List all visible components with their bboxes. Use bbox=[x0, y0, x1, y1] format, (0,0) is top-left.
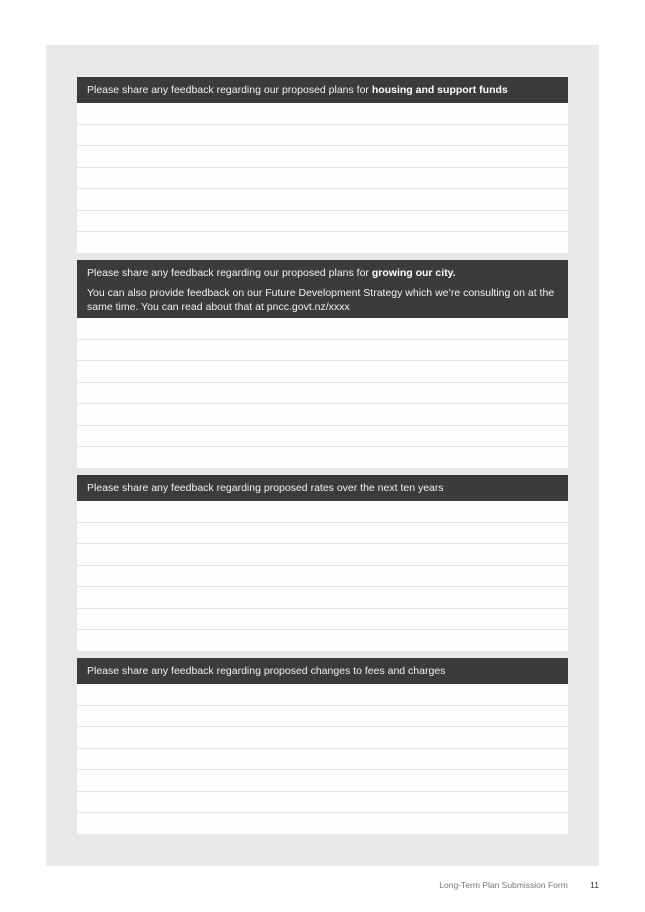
feedback-section-fees bbox=[77, 658, 568, 834]
answer-line[interactable] bbox=[77, 565, 568, 587]
answer-line[interactable] bbox=[77, 124, 568, 146]
answer-line[interactable] bbox=[77, 210, 568, 232]
footer-title: Long-Term Plan Submission Form bbox=[439, 880, 568, 890]
answer-line[interactable] bbox=[77, 586, 568, 608]
section-header bbox=[77, 658, 568, 684]
answer-line[interactable] bbox=[77, 543, 568, 565]
section-header bbox=[77, 260, 568, 318]
answer-line[interactable] bbox=[77, 167, 568, 189]
answer-area-fees[interactable] bbox=[77, 684, 568, 834]
answer-line[interactable] bbox=[77, 446, 568, 468]
answer-line[interactable] bbox=[77, 103, 568, 124]
section-header bbox=[77, 475, 568, 501]
answer-line[interactable] bbox=[77, 684, 568, 705]
feedback-section-rates bbox=[77, 475, 568, 651]
section-prompt: Please share any feedback regarding proposed rates over the next ten years bbox=[87, 482, 444, 494]
answer-line[interactable] bbox=[77, 791, 568, 813]
answer-line[interactable] bbox=[77, 522, 568, 544]
page-number: 11 bbox=[590, 880, 599, 890]
section-prompt: Please share any feedback regarding our proposed plans for housing and support funds bbox=[87, 84, 508, 96]
answer-line[interactable] bbox=[77, 705, 568, 727]
feedback-section-housing bbox=[77, 77, 568, 253]
page-footer bbox=[439, 880, 599, 890]
answer-line[interactable] bbox=[77, 812, 568, 834]
answer-line[interactable] bbox=[77, 629, 568, 651]
answer-line[interactable] bbox=[77, 726, 568, 748]
answer-line[interactable] bbox=[77, 403, 568, 425]
answer-line[interactable] bbox=[77, 360, 568, 382]
section-note: You can also provide feedback on our Future Development Strategy which we’re consulting on at the same time. You can read about that at pncc.govt.nz/xxxx bbox=[87, 287, 555, 313]
answer-line[interactable] bbox=[77, 501, 568, 522]
answer-line[interactable] bbox=[77, 145, 568, 167]
answer-line[interactable] bbox=[77, 769, 568, 791]
section-prompt: Please share any feedback regarding our proposed plans for growing our city. bbox=[87, 267, 456, 279]
answer-line[interactable] bbox=[77, 339, 568, 361]
feedback-section-growing-city bbox=[77, 260, 568, 468]
answer-line[interactable] bbox=[77, 748, 568, 770]
answer-area-growing-city[interactable] bbox=[77, 318, 568, 468]
answer-line[interactable] bbox=[77, 425, 568, 447]
answer-line[interactable] bbox=[77, 608, 568, 630]
answer-line[interactable] bbox=[77, 382, 568, 404]
answer-line[interactable] bbox=[77, 318, 568, 339]
answer-line[interactable] bbox=[77, 188, 568, 210]
answer-area-housing[interactable] bbox=[77, 103, 568, 253]
section-header bbox=[77, 77, 568, 103]
section-prompt: Please share any feedback regarding proposed changes to fees and charges bbox=[87, 665, 446, 677]
answer-area-rates[interactable] bbox=[77, 501, 568, 651]
answer-line[interactable] bbox=[77, 231, 568, 253]
